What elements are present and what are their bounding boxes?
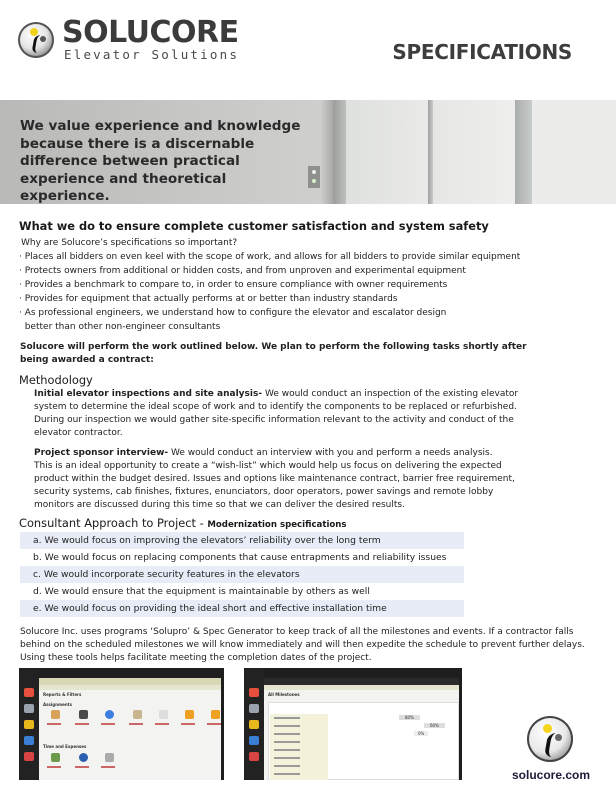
approach-heading [19, 516, 347, 530]
solucore-logo [18, 15, 240, 64]
approach-title: Consultant Approach to Project - [19, 516, 208, 530]
intro-statement-cont: being awarded a contract: [20, 355, 154, 365]
tools-line: behind on the scheduled milestones we will know immediately and will then expedite the schedule to prevent further delays. [20, 640, 585, 650]
logo-tagline: Elevator Solutions [64, 47, 240, 62]
bullet-item-continued: better than other non-engineer consultants [19, 322, 221, 332]
tools-line: Using these tools helps facilitate meeting the completion dates of the project. [20, 653, 372, 663]
approach-item: e. We would focus on providing the ideal short and effective installation time [20, 600, 464, 617]
assignments-section: Assignments [43, 702, 72, 707]
interview-text: We would conduct an interview with you and perform a needs analysis. [168, 448, 493, 458]
bullet-item: · Places all bidders on even keel with the scope of work, and allows for all bidders to provide similar equipment [19, 252, 521, 262]
reports-screenshot [19, 668, 224, 780]
interview-title: Project sponsor interview- [34, 448, 169, 458]
bullet-item: · Provides a benchmark to compare to, in order to ensure compliance with owner requirements [19, 280, 448, 290]
methodology-heading: Methodology [19, 373, 93, 387]
interview-line: monitors are discussed during this time so that we can deliver the desired results. [34, 500, 405, 510]
satisfaction-heading: What we do to ensure complete customer satisfaction and system safety [19, 219, 489, 233]
footer-logo-icon [527, 716, 573, 762]
gantt-bar: 60% [424, 723, 445, 728]
hero-banner [0, 100, 616, 204]
home-icon [24, 688, 34, 697]
bullet-item: · As professional engineers, we understand how to configure the elevator and escalator design [19, 308, 447, 318]
inspection-title: Initial elevator inspections and site analysis- [34, 389, 263, 399]
bullet-item: · Protects owners from additional or hidden costs, and from unproven and experimental equipment [19, 266, 466, 276]
banner-quote: We value experience and knowledge because there is a discernable difference between practical experience and theoretical experience. [20, 118, 301, 204]
inspection-line: During our inspection we would gather site-specific information relevant to the activity and conduct of the [34, 415, 514, 425]
bullet-item: · Provides for equipment that actually performs at or better than industry standards [19, 294, 398, 304]
approach-subtitle: Modernization specifications [207, 520, 347, 530]
approach-item: a. We would focus on improving the elevators’ reliability over the long term [20, 532, 464, 549]
home-icon [249, 688, 259, 697]
why-question: Why are Solucore’s specifications so important? [21, 238, 238, 248]
time-expenses-section: Time and Expenses [43, 744, 87, 749]
milestones-screenshot [244, 668, 462, 780]
inspection-text: We would conduct an inspection of the existing elevator [262, 389, 519, 399]
chart-icon [249, 736, 259, 745]
inspection-line: elevator contractor. [34, 428, 123, 438]
logo-wordmark: SOLUCORE [62, 15, 239, 50]
gantt-bar: 0% [414, 731, 428, 736]
gantt-bar: 80% [399, 715, 420, 720]
website-link[interactable]: solucore.com [512, 768, 591, 782]
users-icon [249, 704, 259, 713]
logo-emblem-icon [18, 22, 54, 58]
page-title: SPECIFICATIONS [392, 40, 572, 64]
milestones-title: All Milestones [268, 692, 300, 697]
intro-statement: Solucore will perform the work outlined below. We plan to perform the following tasks shortly after [20, 342, 527, 352]
reports-title: Reports & Filters [43, 692, 82, 697]
interview-line: This is an ideal opportunity to create a “wish-list” which would help us focus on delivering the expected [34, 461, 502, 471]
inspection-paragraph [34, 388, 518, 400]
approach-item: d. We would ensure that the equipment is maintainable by others as well [33, 586, 370, 597]
tools-line: Solucore Inc. uses programs ‘Solupro’ & Spec Generator to keep track of all the milestones and events. If a contractor falls [20, 627, 574, 637]
inspection-line: system to determine the ideal scope of work and to identify the components to be replaced or refurbished. [34, 402, 517, 412]
interview-paragraph [34, 447, 493, 459]
users-icon [24, 704, 34, 713]
tools-icon [249, 720, 259, 729]
calendar-icon [249, 752, 259, 761]
tools-icon [24, 720, 34, 729]
elevator-door-image [346, 100, 428, 204]
approach-item: b. We would focus on replacing components that cause entrapments and reliability issues [33, 552, 447, 563]
interview-line: product within the budget desired. Issues and options like maintenance contract, barrier free requirement, [34, 474, 515, 484]
chart-icon [24, 736, 34, 745]
calendar-icon [24, 752, 34, 761]
approach-item: c. We would incorporate security features in the elevators [20, 566, 464, 583]
interview-line: security systems, cab finishes, fixtures, enunciators, door operators, power savings and remote lobby [34, 487, 494, 497]
